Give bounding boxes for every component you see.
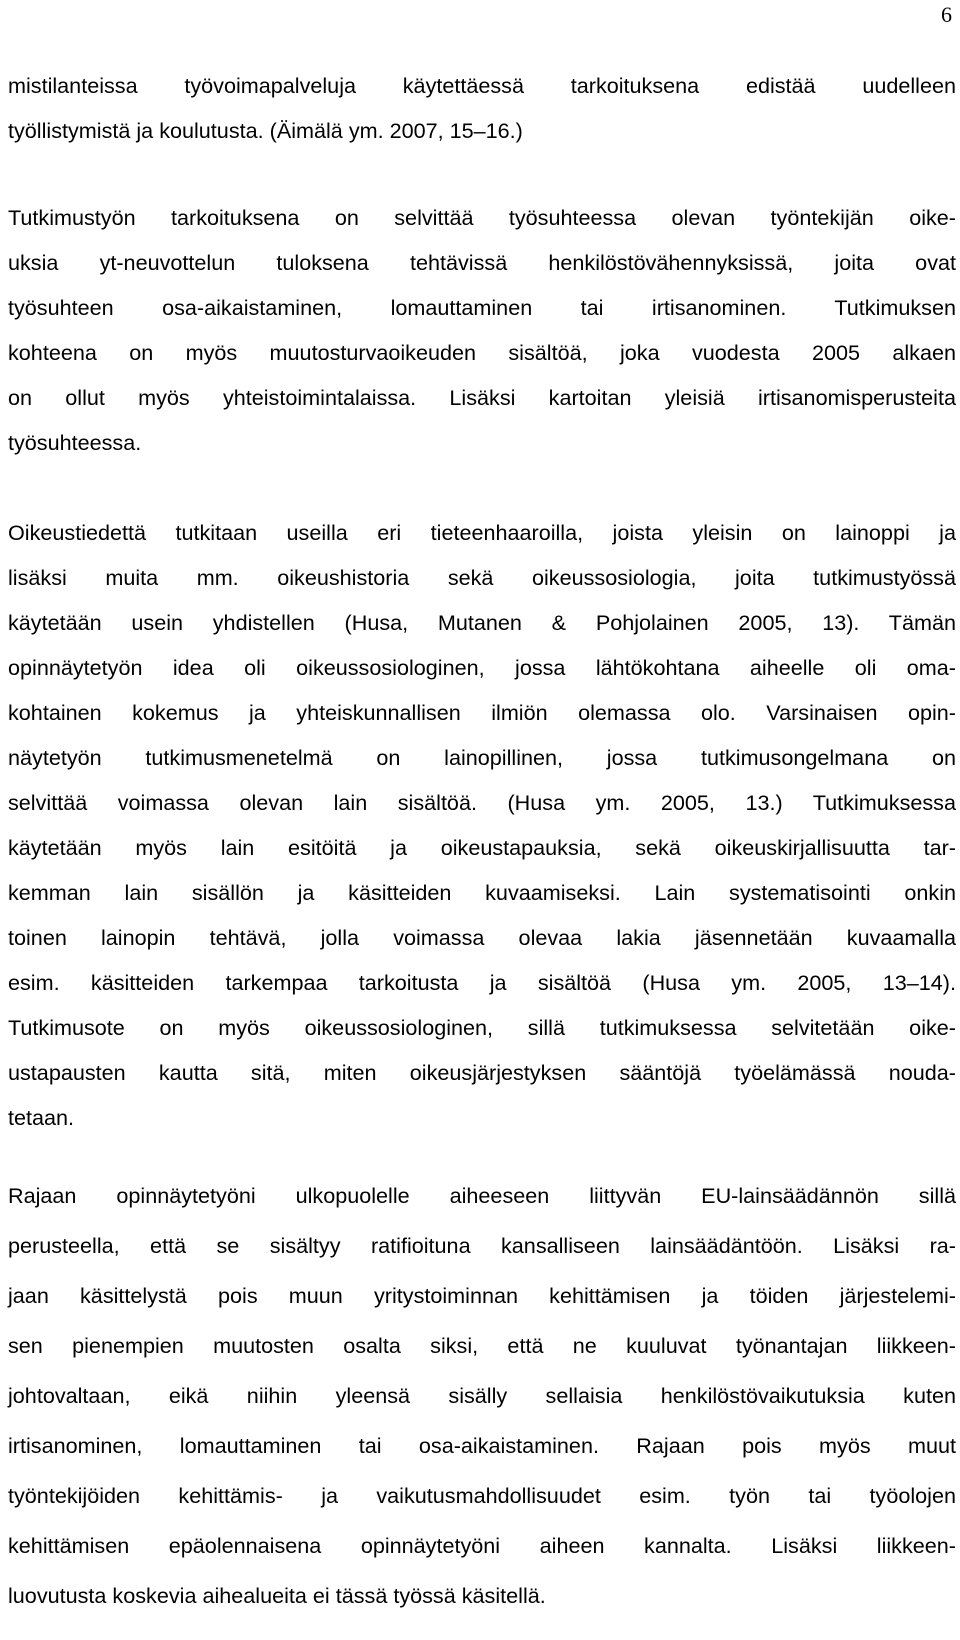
text-line: johtovaltaan, eikä niihin yleensä sisälly sellaisia henkilöstövaikutuksia kuten (8, 1383, 956, 1408)
text-line: perusteella, että se sisältyy ratifioituna kansalliseen lainsäädäntöön. Lisäksi ra- (8, 1233, 956, 1258)
text-line: työsuhteen osa-aikaistaminen, lomauttaminen tai irtisanominen. Tutkimuksen (8, 295, 956, 320)
text-line: irtisanominen, lomauttaminen tai osa-aikaistaminen. Rajaan pois myös muut (8, 1433, 956, 1458)
text-line: Oikeustiedettä tutkitaan useilla eri tieteenhaaroilla, joista yleisin on lainoppi ja (8, 520, 956, 545)
text-line: näytetyön tutkimusmenetelmä on lainopillinen, jossa tutkimusongelmana on (8, 745, 956, 770)
text-line: kemman lain sisällön ja käsitteiden kuvaamiseksi. Lain systematisointi onkin (8, 880, 956, 905)
text-line: käytetään myös lain esitöitä ja oikeustapauksia, sekä oikeuskirjallisuutta tar- (8, 835, 956, 860)
text-line: selvittää voimassa olevan lain sisältöä. (Husa ym. 2005, 13.) Tutkimuksessa (8, 790, 956, 815)
text-line: Tutkimustyön tarkoituksena on selvittää työsuhteessa olevan työntekijän oike- (8, 205, 956, 230)
page-number: 6 (941, 2, 952, 27)
text-line: toinen lainopin tehtävä, jolla voimassa olevaa lakia jäsennetään kuvaamalla (8, 925, 956, 950)
text-line: työsuhteessa. (8, 430, 142, 455)
text-line: Rajaan opinnäytetyöni ulkopuolelle aiheeseen liittyvän EU-lainsäädännön sillä (8, 1183, 956, 1208)
text-line: kehittämisen epäolennaisena opinnäytetyöni aiheen kannalta. Lisäksi liikkeen- (8, 1533, 956, 1558)
text-line: jaan käsittelystä pois muun yritystoiminnan kehittämisen ja töiden järjestelemi- (8, 1283, 956, 1308)
text-line: uksia yt-neuvottelun tuloksena tehtävissä henkilöstövähennyksissä, joita ovat (8, 250, 956, 275)
text-line: tetaan. (8, 1105, 75, 1130)
text-line: kohtainen kokemus ja yhteiskunnallisen ilmiön olemassa olo. Varsinaisen opin- (8, 700, 956, 725)
text-line: käytetään usein yhdistellen (Husa, Mutanen & Pohjolainen 2005, 13). Tämän (8, 610, 956, 635)
text-line: työntekijöiden kehittämis- ja vaikutusmahdollisuudet esim. työn tai työolojen (8, 1483, 956, 1508)
text-line: on ollut myös yhteistoimintalaissa. Lisäksi kartoitan yleisiä irtisanomisperusteita (8, 385, 956, 410)
text-line: kohteena on myös muutosturvaoikeuden sisältöä, joka vuodesta 2005 alkaen (8, 340, 956, 365)
text-line: luovutusta koskevia aihealueita ei tässä työssä käsitellä. (8, 1583, 546, 1608)
text-line: Tutkimusote on myös oikeussosiologinen, sillä tutkimuksessa selvitetään oike- (8, 1015, 956, 1040)
text-line: työllistymistä ja koulutusta. (Äimälä ym. 2007, 15–16.) (8, 118, 523, 143)
text-line: mistilanteissa työvoimapalveluja käytettäessä tarkoituksena edistää uudelleen (8, 73, 956, 98)
text-line: sen pienempien muutosten osalta siksi, että ne kuuluvat työnantajan liikkeen- (8, 1333, 956, 1358)
text-line: lisäksi muita mm. oikeushistoria sekä oikeussosiologia, joita tutkimustyössä (8, 565, 956, 590)
text-line: esim. käsitteiden tarkempaa tarkoitusta ja sisältöä (Husa ym. 2005, 13–14). (8, 970, 956, 995)
text-line: ustapausten kautta sitä, miten oikeusjärjestyksen sääntöjä työelämässä nouda- (8, 1060, 956, 1085)
text-line: opinnäytetyön idea oli oikeussosiologinen, jossa lähtökohtana aiheelle oli oma- (8, 655, 956, 680)
